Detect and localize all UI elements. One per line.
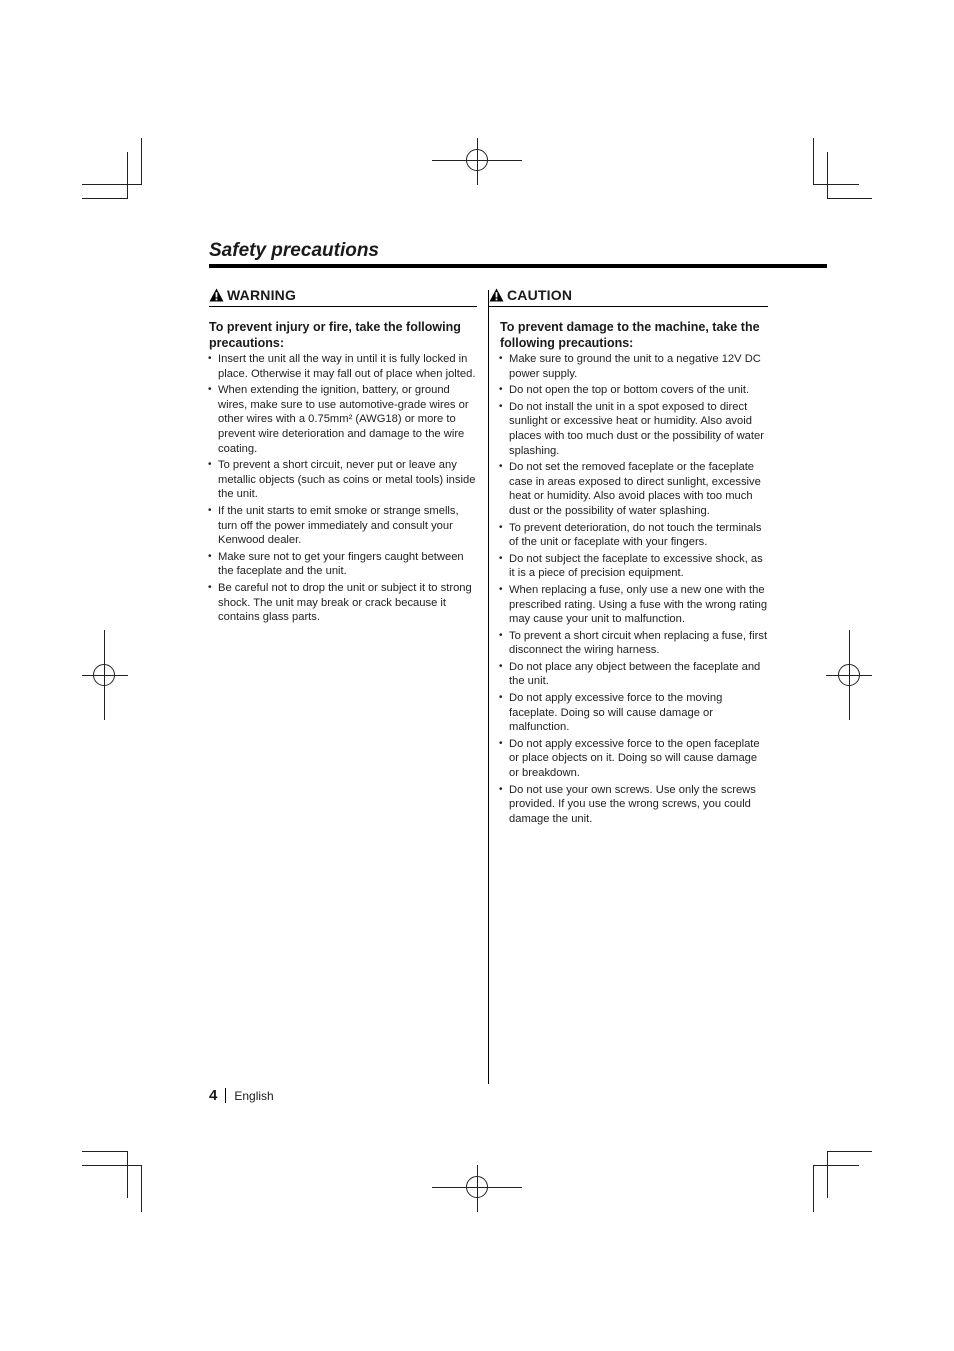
crop-mark xyxy=(813,184,859,185)
registration-mark xyxy=(838,664,860,686)
column-divider xyxy=(488,290,489,1084)
crop-mark xyxy=(813,1165,814,1212)
list-item: • Make sure not to get your fingers caught between the faceplate and the unit. xyxy=(209,550,479,579)
list-item: • Do not apply excessive force to the open faceplate or place objects on it. Doing so will cause damage or breakdown. xyxy=(500,737,770,781)
page-footer xyxy=(209,1087,274,1104)
crop-mark xyxy=(813,1165,859,1166)
footer-separator xyxy=(225,1088,226,1103)
list-item: • Do not use your own screws. Use only the screws provided. If you use the wrong screws, you could damage the unit. xyxy=(500,783,770,827)
list-item: • Be careful not to drop the unit or subject it to strong shock. The unit may break or crack because it contains glass parts. xyxy=(209,581,479,625)
list-item: • To prevent a short circuit, never put or leave any metallic objects (such as coins or metal tools) inside the unit. xyxy=(209,458,479,502)
crop-mark xyxy=(82,1165,141,1166)
warning-heading xyxy=(209,287,477,307)
registration-mark xyxy=(466,149,488,171)
page-number: 4 xyxy=(209,1087,218,1104)
crop-mark xyxy=(82,1151,128,1152)
list-item: • Make sure to ground the unit to a negative 12V DC power supply. xyxy=(500,352,770,381)
crop-mark xyxy=(127,152,128,199)
list-item: • When extending the ignition, battery, or ground wires, make sure to use automotive-grade wires or other wires with a 0.75mm² (AWG18) or more to prevent wire deterioration and damage to the wire coating. xyxy=(209,383,479,456)
list-item: • To prevent deterioration, do not touch the terminals of the unit or faceplate with your fingers. xyxy=(500,521,770,550)
title-rule xyxy=(209,264,827,268)
crop-mark xyxy=(827,152,828,199)
warning-triangle-icon xyxy=(489,288,504,302)
crop-mark xyxy=(82,198,128,199)
warning-section xyxy=(209,287,479,627)
list-item: • When replacing a fuse, only use a new one with the prescribed rating. Using a fuse with the wrong rating may cause your unit to malfunction. xyxy=(500,583,770,627)
warning-list xyxy=(209,352,479,625)
crop-mark xyxy=(813,138,814,185)
list-item: • Do not set the removed faceplate or the faceplate case in areas exposed to direct sunlight, excessive heat or humidity. Also avoid places with too much dust or the possibility of water splashing. xyxy=(500,460,770,518)
list-item: • Do not apply excessive force to the moving faceplate. Doing so will cause damage or malfunction. xyxy=(500,691,770,735)
list-item: • Do not install the unit in a spot exposed to direct sunlight or excessive heat or humidity. Also avoid places with too much dust or the possibility of water splashing. xyxy=(500,400,770,458)
registration-mark xyxy=(93,664,115,686)
page-title: Safety precautions xyxy=(209,240,379,261)
crop-mark xyxy=(141,1165,142,1212)
list-item: • Do not place any object between the faceplate and the unit. xyxy=(500,660,770,689)
registration-mark xyxy=(466,1176,488,1198)
crop-mark xyxy=(127,1151,128,1198)
crop-mark xyxy=(827,1151,828,1198)
warning-triangle-icon xyxy=(209,288,224,302)
crop-mark xyxy=(82,184,141,185)
crop-mark xyxy=(827,1151,872,1152)
list-item: • To prevent a short circuit when replacing a fuse, first disconnect the wiring harness. xyxy=(500,629,770,658)
page-language: English xyxy=(234,1088,274,1103)
caution-section xyxy=(500,287,770,828)
warning-subheading: To prevent injury or fire, take the following precautions: xyxy=(209,320,461,350)
list-item: • If the unit starts to emit smoke or strange smells, turn off the power immediately and consult your Kenwood dealer. xyxy=(209,504,479,548)
caution-heading-label: CAUTION xyxy=(507,287,573,303)
list-item: • Do not open the top or bottom covers of the unit. xyxy=(500,383,770,398)
warning-heading-label: WARNING xyxy=(227,287,297,303)
caution-subheading: To prevent damage to the machine, take the following precautions: xyxy=(500,320,760,350)
crop-mark xyxy=(141,138,142,185)
caution-heading xyxy=(489,287,768,307)
list-item: • Do not subject the faceplate to excessive shock, as it is a piece of precision equipment. xyxy=(500,552,770,581)
crop-mark xyxy=(827,198,872,199)
list-item: • Insert the unit all the way in until it is fully locked in place. Otherwise it may fall out of place when jolted. xyxy=(209,352,479,381)
caution-list xyxy=(500,352,770,826)
